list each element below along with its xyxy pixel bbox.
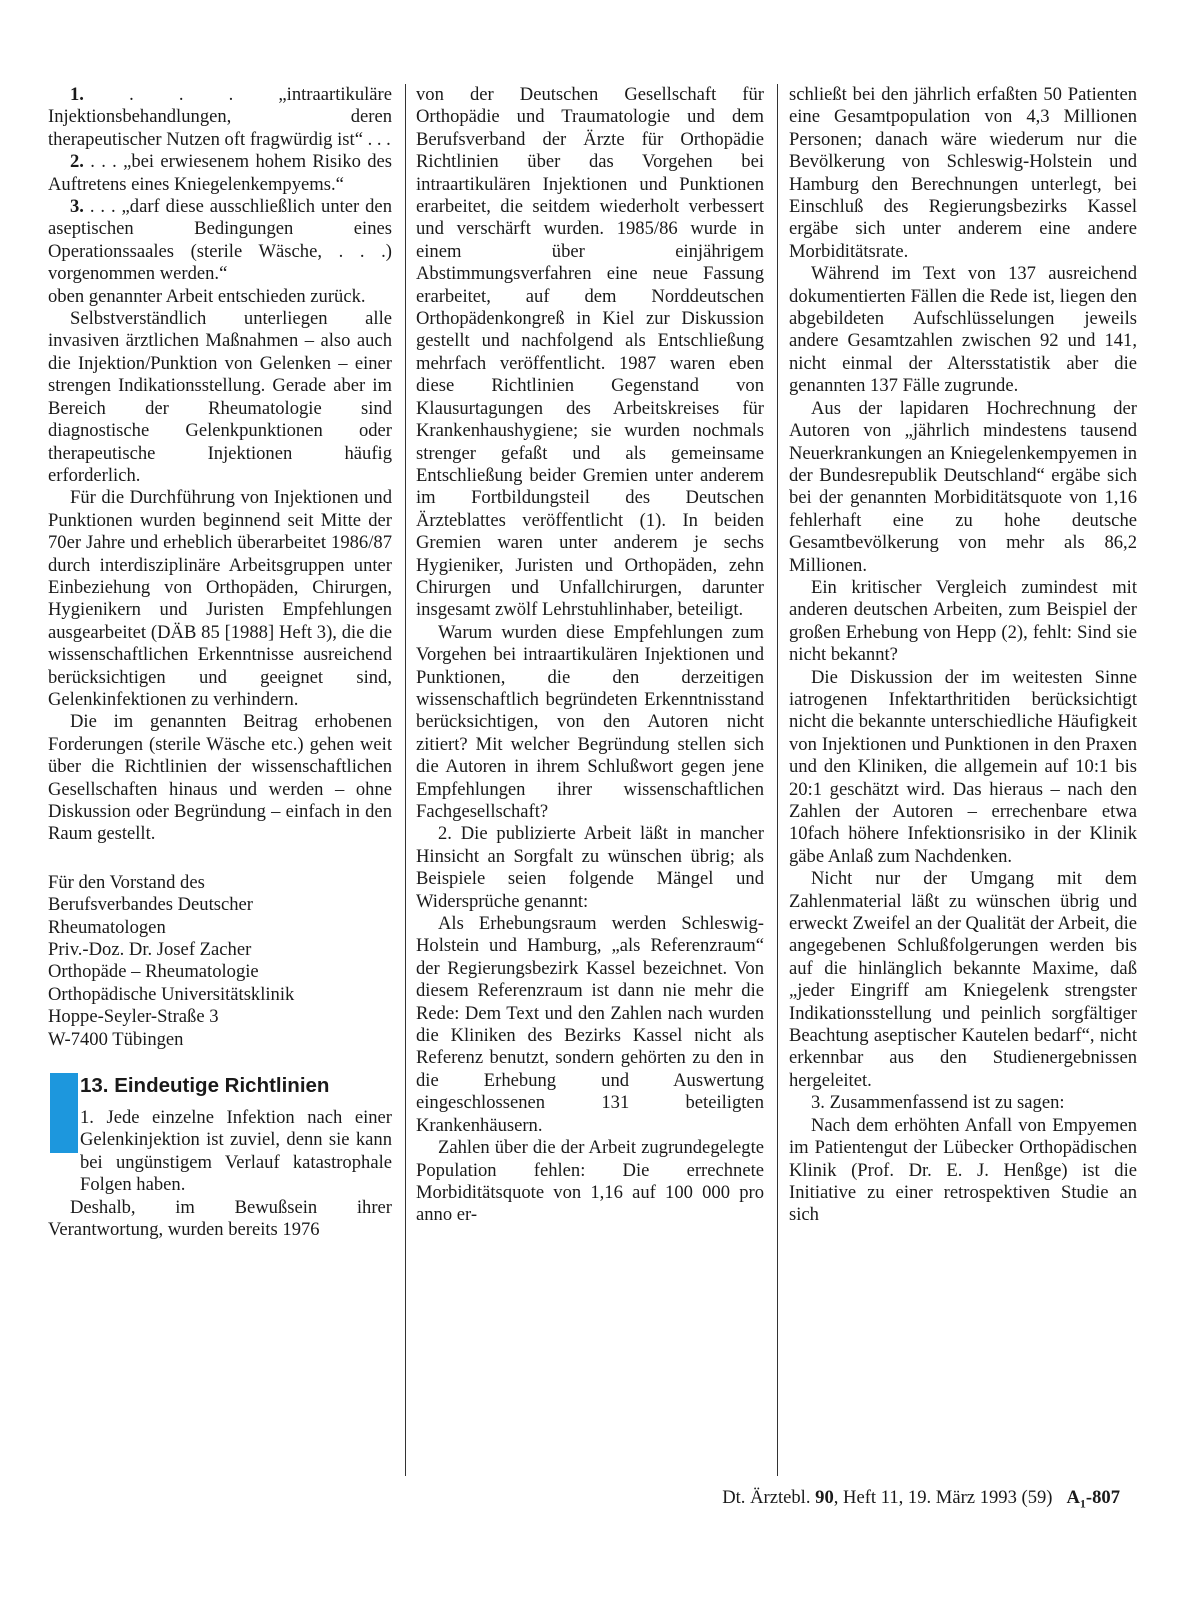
signature-line: W-7400 Tübingen [48,1028,184,1050]
paragraph: 2. Die publizierte Arbeit läßt in mancher Hinsicht an Sorgfalt zu wünschen übrig; als Beispiele seien folgende Mängel und Widersprüche genannt: [416,823,764,912]
item-text: . . . „intraartikuläre Injektionsbehandlungen, deren therapeutischer Nutzen oft fragwürdig ist“ . . . [48,84,392,150]
list-item [48,196,392,286]
paragraph: Deshalb, im Bewußsein ihrer Verantwortung, wurden bereits 1976 [48,1196,392,1241]
section-title: 13. Eindeutige Richtlinien [80,1074,330,1098]
paragraph: Selbstverständlich unterliegen alle invasiven ärztlichen Maßnahmen – also auch die Injektion/Punktion von Gelenken – einer strengen Indikationsstellung. Gerade aber im Bereich der Rheumatologie sind diagnostische Gelenkpunktionen oder therapeutische Injektionen häufig erforderlich. [48,308,392,486]
signature-line: Priv.-Doz. Dr. Josef Zacher [48,939,252,961]
paragraph: 3. Zusammenfassend ist zu sagen: [811,1092,1065,1114]
paragraph: Zahlen über die der Arbeit zugrundegelegte Population fehlen: Die errechnete Morbiditätsquote von 1,16 auf 100 000 pro anno er- [416,1137,764,1226]
item-text: . . . „darf diese ausschließlich unter den aseptischen Bedingungen eines Operationssaales (sterile Wäsche, . . .) vorgenommen werden.“ [48,196,392,285]
list-item [48,84,392,151]
column-2 [416,84,764,1227]
paragraph: Warum wurden diese Empfehlungen zum Vorgehen bei intraartikulären Injektionen und Punktionen, die den derzeitigen wissenschaftlich begründeten Erkenntnisstand berücksichtigen, von den Autoren nicht zitiert? Mit welcher Begründung stellen sich die Autoren in ihrem Schlußwort gegen jene Empfehlungen ihrer wissenschaftlichen Fachgesellschaft? [416,621,764,822]
item-number: 2. [70,151,84,173]
signature-line: Orthopädische Universitätsklinik [48,983,295,1005]
paragraph: Nicht nur der Umgang mit dem Zahlenmaterial läßt zu wünschen übrig und erweckt Zweifel an der Qualität der Arbeit, die angegebenen Schlußfolgerungen werden bis auf die hinlänglich bekannte Maxime, daß „jeder Eingriff am Kniegelenk strengster Indikationsstellung und peinlich sorgfältiger Beachtung aseptischer Kautelen bedarf“, nicht erkennbar aus den Studienergebnissen hergeleitet. [789,868,1137,1091]
page-number: $A_1-807$ [1066,1487,1120,1511]
signature-block [48,872,392,1051]
column-3 [789,84,1137,1227]
item-text: . . . „bei erwiesenem hohem Risiko des Auftretens eines Kniegelenkempyems.“ [48,151,392,195]
signature-line: Rheumatologen [48,916,166,938]
paragraph: Für die Durchführung von Injektionen und Punktionen wurden beginnend seit Mitte der 70er Jahre und erheblich überarbeitet 1986/87 durch interdisziplinäre Arbeitsgruppen unter Einbeziehung von Orthopäden, Chirurgen, Hygienikern und Juristen Empfehlungen ausgearbeitet (DÄB 85 [1988] Heft 3), die die wissenschaftlichen Erkenntnisse ausreichend berücksichtigen und geeignet sind, Gelenkinfektionen zu verhindern. [48,487,392,710]
item-number: 1. [70,84,84,105]
column-rule-right [777,84,778,1476]
section-13 [48,1073,392,1241]
paragraph: oben genannter Arbeit entschieden zurück. [48,285,366,307]
paragraph: Während im Text von 137 ausreichend dokumentierten Fällen die Rede ist, liegen den abgebildeten Aufschlüsselungen jeweils andere Gesamtzahlen zwischen 92 und 141, nicht einmal der Altersstatistik aber die genannten 137 Fälle zugrunde. [789,263,1137,397]
paragraph: Als Erhebungsraum werden Schleswig-Holstein und Hamburg, „als Referenzraum“ der Regierungsbezirk Kassel bezeichnet. Von diesem Referenzraum ist dann nie mehr die Rede: Dem Text und den Zahlen nach wurden die Kliniken des Bezirks Kassel nicht als Referenz benutzt, sondern gehörten zu den in die Erhebung und Auswertung eingeschlossenen 131 beteiligten Krankenhäusern. [416,913,764,1136]
paragraph: von der Deutschen Gesellschaft für Orthopädie und Traumatologie und dem Berufsverband der Ärzte für Orthopädie Richtlinien über das Vorgehen bei intraartikulären Injektionen und Punktionen erarbeitet, die seitdem wiederholt verbessert und verschärft wurden. 1985/86 wurde in einem über einjährigem Abstimmungsverfahren eine neue Fassung erarbeitet, auf dem Norddeutschen Orthopädenkongreß in Kiel zur Diskussion gestellt und nachfolgend als Entschließung mehrfach veröffentlicht. 1987 waren eben diese Richtlinien Gegenstand von Klausurtagungen des Arbeitskreises für Krankenhaushygiene; sie wurden nochmals strenger gefaßt und als gemeinsame Entschließung beider Gremien unter anderem im Fortbildungsteil des Deutschen Ärzteblattes veröffentlicht (1). In beiden Gremien waren unter anderem je sechs Hygieniker, Juristen und Orthopäden, zehn Chirurgen und Unfallchirurgen, darunter insgesamt zwölf Lehrstuhlinhaber, beteiligt. [416,84,764,621]
signature-line: Für den Vorstand des [48,871,205,893]
list-item [48,151,392,196]
item-number: 3. [70,196,84,218]
volume-number: 90 [815,1487,834,1508]
journal-name: Dt. Ärztebl. [722,1487,811,1508]
section-marker [50,1073,78,1153]
signature-line: Berufsverbandes Deutscher [48,894,253,916]
paragraph: Aus der lapidaren Hochrechnung der Autoren von „jährlich mindestens tausend Neuerkrankungen an Kniegelenkempyemen in der Bundesrepublik Deutschland“ ergäbe sich bei der genannten Morbiditätsquote von 1,16 fehlerhaft eine zu hohe deutsche Gesamtbevölkerung von mehr als 86,2 Millionen. [789,397,1137,576]
column-1 [48,84,392,1242]
issue-info: , Heft 11, 19. März 1993 (59) [833,1487,1053,1508]
paragraph: 1. Jede einzelne Infektion nach einer Gelenkinjektion ist zuviel, denn sie kann bei ungünstigem Verlauf katastrophale Folgen haben. [80,1107,392,1196]
paragraph: schließt bei den jährlich erfaßten 50 Patienten eine Gesamtpopulation von 4,3 Millionen Personen; danach wäre wiederum nur die Bevölkerung von Schleswig-Holstein und Hamburg den Berechnungen unterlegt, bei Einschluß des Regierungsbezirks Kassel ergäbe sich unter anderem eine andere Morbiditätsrate. [789,84,1137,262]
column-rule-left [405,84,406,1476]
paragraph: Die Diskussion der im weitesten Sinne iatrogenen Infektarthritiden berücksichtigt nicht die bekannte unterschiedliche Häufigkeit von Injektionen und Punktionen in den Praxen und den Kliniken, die allgemein auf 10:1 bis 20:1 geschätzt wird. Das hieraus – nach den Zahlen der Autoren – errechenbare etwa 10fach höhere Infektionsrisiko in der Klinik gäbe Anlaß zum Nachdenken. [789,666,1137,867]
paragraph: Nach dem erhöhten Anfall von Empyemen im Patientengut der Lübecker Orthopädischen Klinik (Prof. Dr. E. J. Henßge) ist die Initiative zu einer retrospektiven Studie an sich [789,1114,1137,1226]
page-footer [722,1486,1120,1516]
paragraph: Ein kritischer Vergleich zumindest mit anderen deutschen Arbeiten, zum Beispiel der großen Erhebung von Hepp (2), fehlt: Sind sie nicht bekannt? [789,576,1137,666]
paragraph: Die im genannten Beitrag erhobenen Forderungen (sterile Wäsche etc.) gehen weit über die Richtlinien der wissenschaftlichen Gesellschaften hinaus und werden – ohne Diskussion oder Begründung – einfach in den Raum gestellt. [48,711,392,845]
signature-line: Hoppe-Seyler-Straße 3 [48,1006,219,1028]
signature-line: Orthopäde – Rheumatologie [48,961,259,983]
